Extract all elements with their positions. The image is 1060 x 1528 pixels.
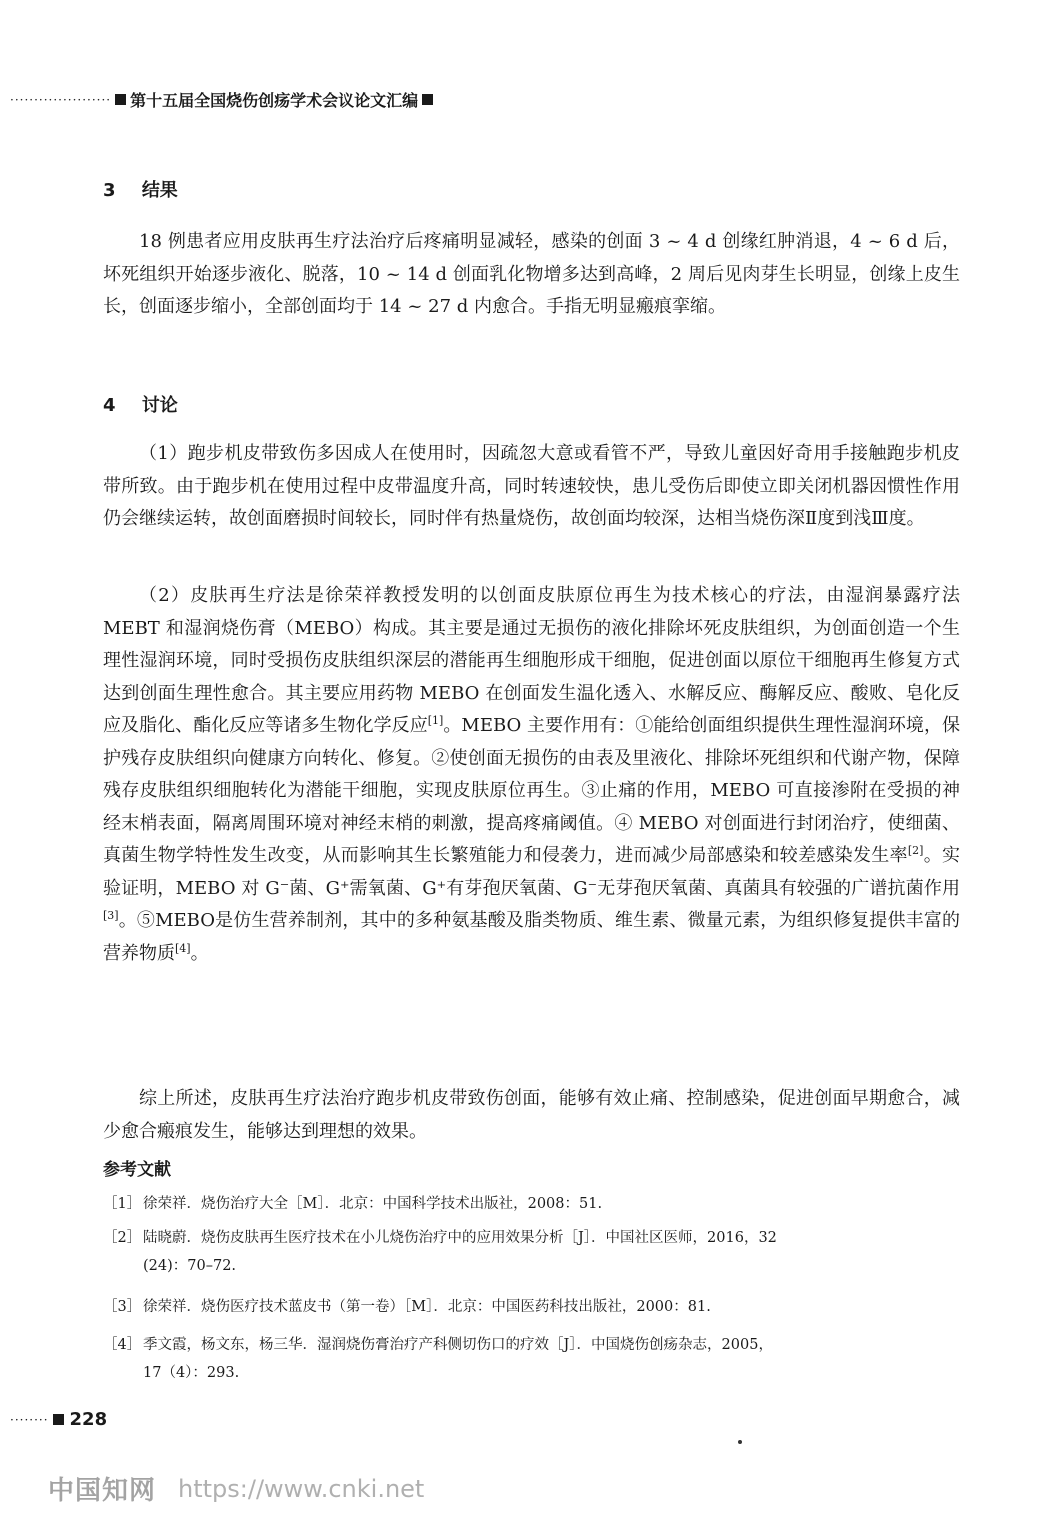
references-heading: 参考文献 bbox=[103, 1160, 171, 1180]
footer-leader-dots: ········ bbox=[10, 1412, 49, 1427]
section-title: 讨论 bbox=[141, 395, 178, 416]
citation-ref: [2] bbox=[907, 844, 924, 857]
section-4-heading bbox=[103, 391, 178, 417]
conclusion-paragraph: 综上所述，皮肤再生疗法治疗跑步机皮带致伤创面，能够有效止痛、控制感染，促进创面早期愈合，减少愈合瘢痕发生，能够达到理想的效果。 bbox=[103, 1088, 960, 1142]
reference-item bbox=[103, 1224, 960, 1280]
paragraph-text: （2）皮肤再生疗法是徐荣祥教授发明的以创面皮肤原位再生为技术核心的疗法，由湿润暴露疗法 MEBT 和湿润烧伤膏（MEBO）构成。其主要是通过无损伤的液化排除坏死皮肤组织，为创面创造一个生理性湿润环境，同时受损伤皮肤组织深层的潜能再生细胞形成干细胞，促进创面以原位干细胞再生修复方式达到创面生理性愈合。其主要应用药物 MEBO 在创面发生温化透入、水解反应、酶解反应、酸败、皂化反应及脂化、酯化反应等诸多生物化学反应 bbox=[103, 585, 960, 736]
running-header bbox=[10, 88, 437, 111]
citation-ref: [3] bbox=[103, 909, 119, 922]
section-number: 3 bbox=[103, 180, 116, 201]
reference-item bbox=[103, 1190, 960, 1218]
square-bullet-icon bbox=[53, 1414, 64, 1425]
watermark-logo: 中国知网 bbox=[48, 1476, 157, 1506]
reference-text: 徐荣祥．烧伤治疗大全［M］．北京：中国科学技术出版社，2008：51. bbox=[143, 1196, 603, 1212]
reference-text: 徐荣祥．烧伤医疗技术蓝皮书（第一卷）［M］．北京：中国医药科技出版社，2000：81. bbox=[143, 1299, 711, 1315]
section-number: 4 bbox=[103, 395, 116, 416]
paragraph-text: 。MEBO 主要作用有：①能给创面组织提供生理性湿润环境，保护残存皮肤组织向健康方向转化、修复。②使创面无损伤的由表及里液化、排除坏死组织和代谢产物，保障残存皮肤组织细胞转化为潜能干细胞，实现皮肤原位再生。③止痛的作用，MEBO 可直接渗附在受损的神经末梢表面，隔离周围环境对神经末梢的刺激，提高疼痛阈值。④ MEBO 对创面进行封闭治疗，使细菌、真菌生物学特性发生改变，从而影响其生长繁殖能力和侵袭力，进而减少局部感染和较差感染发生率 bbox=[103, 715, 960, 866]
header-leader-dots: ····················· bbox=[10, 92, 112, 107]
results-paragraph: 18 例患者应用皮肤再生疗法治疗后疼痛明显减轻，感染的创面 3 ~ 4 d 创缘红肿消退，4 ~ 6 d 后，坏死组织开始逐步液化、脱落，10 ~ 14 d 创面乳化物增多达到高峰，2 周后见肉芽生长明显，创缘上皮生长，创面逐步缩小，全部创面均于 14 ~ 27 d 内愈合。手指无明显瘢痕挛缩。 bbox=[103, 231, 960, 317]
watermark-url: https://www.cnki.net bbox=[178, 1474, 425, 1503]
section-3-heading bbox=[103, 176, 178, 202]
page-footer bbox=[10, 1409, 107, 1430]
square-bullet-icon bbox=[115, 94, 126, 105]
paragraph-text: 。 bbox=[190, 942, 209, 964]
reference-item bbox=[103, 1331, 960, 1387]
discussion-paragraph-2 bbox=[103, 580, 960, 970]
stray-dot-mark bbox=[738, 1440, 742, 1444]
reference-number: ［2］ bbox=[103, 1230, 142, 1246]
reference-item bbox=[103, 1293, 960, 1321]
cnki-watermark bbox=[48, 1470, 424, 1507]
discussion-paragraph-1: （1）跑步机皮带致伤多因成人在使用时，因疏忽大意或看管不严，导致儿童因好奇用手接触跑步机皮带所致。由于跑步机在使用过程中皮带温度升高，同时转速较快，患儿受伤后即使立即关闭机器因惯性作用仍会继续运转，故创面磨损时间较长，同时伴有热量烧伤，故创面均较深，达相当烧伤深Ⅱ度到浅Ⅲ度。 bbox=[103, 443, 960, 529]
reference-text-continued: (24)：70–72. bbox=[143, 1258, 237, 1274]
header-title: 第十五届全国烧伤创疡学术会议论文汇编 bbox=[130, 91, 419, 110]
reference-text: 季文霞，杨文东，杨三华．湿润烧伤膏治疗产科侧切伤口的疗效［J］．中国烧伤创疡杂志，2005， bbox=[143, 1337, 773, 1353]
reference-text: 陆晓蔚．烧伤皮肤再生医疗技术在小儿烧伤治疗中的应用效果分析［J］．中国社区医师，2016，32 bbox=[143, 1230, 777, 1246]
reference-number: ［1］ bbox=[103, 1196, 142, 1212]
citation-ref: [1] bbox=[427, 714, 444, 727]
reference-number: ［4］ bbox=[103, 1337, 142, 1353]
citation-ref: [4] bbox=[175, 941, 191, 955]
paragraph-text: 。实验证明，MEBO 对 G⁻菌、G⁺需氧菌、G⁺有芽孢厌氧菌、G⁻无芽孢厌氧菌、真菌具有较强的广谱抗菌作用 bbox=[103, 845, 961, 899]
page-number: 228 bbox=[69, 1409, 108, 1430]
square-bullet-icon bbox=[422, 94, 433, 105]
paragraph-text: 。⑤MEBO是仿生营养制剂，其中的多种氨基酸及脂类物质、维生素、微量元素，为组织修复提供丰富的营养物质 bbox=[103, 910, 960, 964]
reference-number: ［3］ bbox=[103, 1299, 142, 1315]
section-title: 结果 bbox=[141, 180, 178, 201]
reference-text-continued: 17（4）：293. bbox=[143, 1365, 240, 1381]
